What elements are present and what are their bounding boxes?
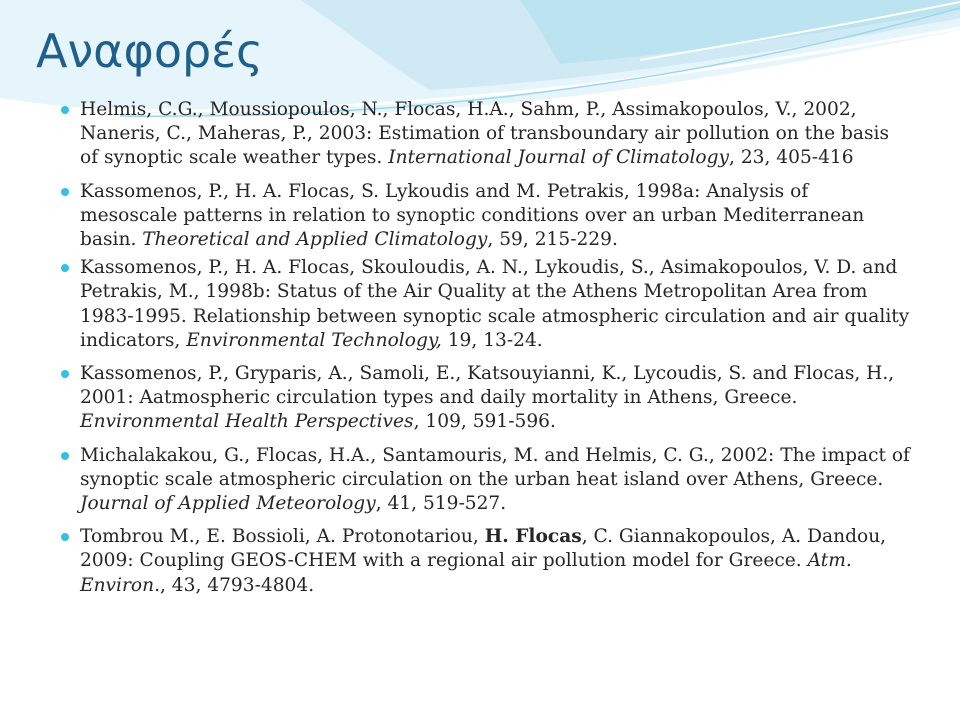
reference-list <box>80 98 910 607</box>
reference-highlighted-author: H. Flocas <box>484 526 582 548</box>
reference-details: , 109, 591-596. <box>413 411 556 433</box>
reference-item-4 <box>80 362 910 435</box>
reference-details: ., 43, 4793-4804. <box>154 574 315 596</box>
reference-details: , 41, 519-527. <box>375 493 507 515</box>
reference-details: , 23, 405-416 <box>729 147 854 169</box>
reference-authors-continued: , C. Giannakopoulos, A. Dandou, 2009: Coupling GEOS-CHEM with a regional air pollution model for Greece. <box>80 526 887 572</box>
reference-journal: Environmental Technology, <box>186 329 442 351</box>
reference-authors: Tombrou M., E. Bossioli, A. Protonotariou, <box>80 526 485 548</box>
reference-item-3 <box>80 256 910 353</box>
reference-journal: Theoretical and Applied Climatology <box>142 229 488 251</box>
reference-authors: Michalakakou, G., Flocas, H.A., Santamouris, M. and Helmis, C. G., 2002: The impact of synoptic scale atmospheric circulation on the urban heat island over Athens, Greece. <box>80 444 910 490</box>
reference-journal: International Journal of Climatology <box>388 147 729 169</box>
reference-item-1 <box>80 98 910 171</box>
reference-journal: Journal of Applied Meteorology <box>80 493 376 515</box>
reference-journal: Environmental Health Perspectives <box>80 411 414 433</box>
reference-details: , 59, 215-229. <box>487 229 618 251</box>
reference-item-2 <box>80 180 910 253</box>
reference-journal: Atm. Environ <box>80 550 852 596</box>
reference-authors: Helmis, C.G., Moussiopoulos, N., Flocas, H.A., Sahm, P., Assimakopoulos, V., 2002, Naneris, C., Maheras, P., 2003: Estimation of transboundary air pollution on the basis of synoptic scale weather types. <box>80 99 890 169</box>
reference-authors: Kassomenos, P., Gryparis, A., Samoli, E., Katsouyianni, K., Lycoudis, S. and Flocas, H., 2001: Aatmospheric circulation types and daily mortality in Athens, Greece. <box>80 363 895 409</box>
reference-item-5 <box>80 444 910 517</box>
reference-authors: Kassomenos, P., H. A. Flocas, S. Lykoudis and M. Petrakis, 1998a: Analysis of mesoscale patterns in relation to synoptic conditions over an urban Mediterranean basin. <box>80 180 865 251</box>
slide-title: Αναφορές <box>36 24 264 78</box>
reference-details: 19, 13-24. <box>441 329 543 351</box>
reference-authors: Kassomenos, P., H. A. Flocas, Skouloudis, A. N., Lykoudis, S., Asimakopoulos, V. D. and Petrakis, M., 1998b: Status of the Air Quality at the Athens Metropolitan Area from 1983-1995. Relationship between synoptic scale atmospheric circulation and air quality indicators, <box>80 257 910 351</box>
reference-item-6 <box>80 525 910 598</box>
